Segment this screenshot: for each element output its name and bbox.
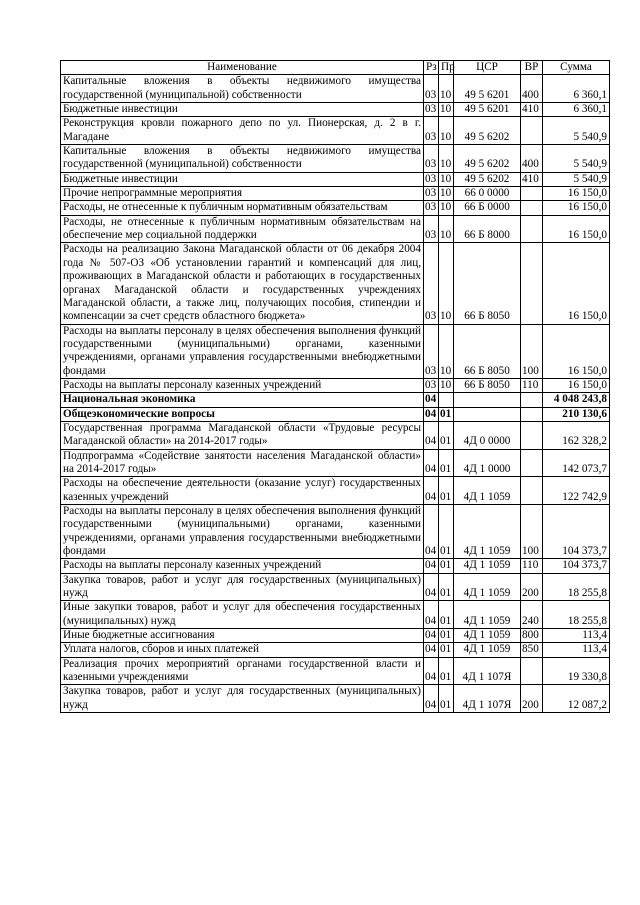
row-name: Иные бюджетные ассигнования [61,629,424,643]
row-rz: 03 [424,243,439,324]
row-name: Расходы на выплаты персоналу в целях обеспечения выполнения функций государственными (муниципальными) органами, казенными учреждениями, органами управления государственными внебюджетными фондами [61,324,424,378]
row-csr: 49 5 6202 [454,145,521,173]
header-pr: Пр [439,61,454,75]
row-rz: 04 [424,685,439,713]
row-vr [521,393,543,407]
row-pr [439,393,454,407]
table-row [61,573,610,601]
row-rz: 03 [424,172,439,186]
row-rz: 04 [424,393,439,407]
table-row [61,117,610,145]
row-pr: 10 [439,243,454,324]
row-rz: 04 [424,407,439,421]
table-row [61,629,610,643]
row-pr: 01 [439,601,454,629]
row-sum: 16 150,0 [543,215,610,243]
row-rz: 04 [424,421,439,449]
row-pr: 10 [439,145,454,173]
row-sum: 5 540,9 [543,145,610,173]
row-name: Расходы на реализацию Закона Магаданской области от 06 декабря 2004 года № 507-ОЗ «Об установлении гарантий и компенсаций для лиц, проживающих в Магаданской области и работающих в государственных органах Магаданской области и государственных учреждениях Магаданской области, а также лиц, получающих пособия, стипендии и компенсации за счет средств областного бюджета» [61,243,424,324]
row-sum: 142 073,7 [543,449,610,477]
table-row [61,378,610,392]
row-name: Иные закупки товаров, работ и услуг для обеспечения государственных (муниципальных) нужд [61,601,424,629]
header-sum: Сумма [543,61,610,75]
row-vr [521,243,543,324]
row-vr [521,477,543,505]
row-csr: 66 0 0000 [454,187,521,201]
row-rz: 04 [424,643,439,657]
table-row [61,601,610,629]
row-csr: 4Д 1 1059 [454,573,521,601]
table-row [61,449,610,477]
row-sum: 4 048 243,8 [543,393,610,407]
table-row [61,477,610,505]
row-name: Бюджетные инвестиции [61,103,424,117]
row-rz: 03 [424,378,439,392]
row-name: Капитальные вложения в объекты недвижимого имущества государственной (муниципальной) собственности [61,75,424,103]
row-name: Бюджетные инвестиции [61,172,424,186]
row-csr: 4Д 1 1059 [454,477,521,505]
row-rz: 04 [424,505,439,559]
row-vr: 110 [521,559,543,573]
row-sum: 19 330,8 [543,657,610,685]
row-name: Национальная экономика [61,393,424,407]
row-vr [521,187,543,201]
table-row [61,172,610,186]
table-row [61,75,610,103]
row-name: Реконструкция кровли пожарного депо по ул. Пионерская, д. 2 в г. Магадане [61,117,424,145]
row-pr: 01 [439,657,454,685]
row-rz: 03 [424,187,439,201]
row-rz: 04 [424,449,439,477]
row-sum: 104 373,7 [543,505,610,559]
row-name: Уплата налогов, сборов и иных платежей [61,643,424,657]
row-csr: 49 5 6201 [454,75,521,103]
row-csr: 4Д 1 1059 [454,559,521,573]
header-vr: ВР [521,61,543,75]
row-name: Расходы на выплаты персоналу в целях обеспечения выполнения функций государственными (муниципальными) органами, казенными учреждениями, органами управления государственными внебюджетными фондами [61,505,424,559]
row-csr: 49 5 6202 [454,117,521,145]
header-rz: Рз [424,61,439,75]
row-pr: 01 [439,505,454,559]
row-sum: 16 150,0 [543,201,610,215]
row-pr: 10 [439,172,454,186]
row-rz: 03 [424,215,439,243]
table-row [61,559,610,573]
table-row [61,243,610,324]
row-vr [521,117,543,145]
row-rz: 03 [424,145,439,173]
header-csr: ЦСР [454,61,521,75]
row-pr: 01 [439,685,454,713]
row-pr: 01 [439,573,454,601]
row-pr: 10 [439,75,454,103]
row-sum: 122 742,9 [543,477,610,505]
table-body [61,75,610,713]
row-csr: 49 5 6201 [454,103,521,117]
row-sum: 12 087,2 [543,685,610,713]
row-vr: 200 [521,685,543,713]
row-csr: 4Д 1 1059 [454,505,521,559]
row-vr: 410 [521,103,543,117]
row-name: Расходы на выплаты персоналу казенных учреждений [61,378,424,392]
row-sum: 6 360,1 [543,75,610,103]
row-vr [521,407,543,421]
row-rz: 04 [424,601,439,629]
row-name: Подпрограмма «Содействие занятости населения Магаданской области» на 2014-2017 годы» [61,449,424,477]
row-vr [521,421,543,449]
row-name: Капитальные вложения в объекты недвижимого имущества государственной (муниципальной) собственности [61,145,424,173]
row-vr: 240 [521,601,543,629]
row-vr [521,657,543,685]
row-pr: 10 [439,378,454,392]
row-rz: 04 [424,573,439,601]
row-csr [454,393,521,407]
row-csr: 4Д 1 1059 [454,629,521,643]
row-csr: 4Д 1 1059 [454,601,521,629]
row-csr: 66 Б 8000 [454,215,521,243]
row-name: Расходы, не отнесенные к публичным нормативным обязательствам [61,201,424,215]
table-row [61,685,610,713]
row-vr: 400 [521,75,543,103]
table-row [61,505,610,559]
row-sum: 18 255,8 [543,601,610,629]
table-row [61,407,610,421]
row-sum: 18 255,8 [543,573,610,601]
header-name: Наименование [61,61,424,75]
budget-table [60,60,610,713]
row-csr: 4Д 1 107Я [454,685,521,713]
table-row [61,421,610,449]
row-vr: 850 [521,643,543,657]
table-row [61,324,610,378]
row-vr: 100 [521,324,543,378]
row-pr: 01 [439,407,454,421]
row-csr: 4Д 1 1059 [454,643,521,657]
row-name: Закупка товаров, работ и услуг для государственных (муниципальных) нужд [61,685,424,713]
row-name: Расходы на обеспечение деятельности (оказание услуг) государственных казенных учреждений [61,477,424,505]
row-name: Общеэкономические вопросы [61,407,424,421]
row-pr: 10 [439,215,454,243]
row-csr [454,407,521,421]
row-csr: 66 Б 0000 [454,201,521,215]
row-rz: 03 [424,201,439,215]
row-sum: 16 150,0 [543,243,610,324]
row-sum: 16 150,0 [543,378,610,392]
row-vr: 800 [521,629,543,643]
table-row [61,393,610,407]
row-sum: 6 360,1 [543,103,610,117]
row-name: Государственная программа Магаданской области «Трудовые ресурсы Магаданской области» на 2014-2017 годы» [61,421,424,449]
row-pr: 10 [439,117,454,145]
row-pr: 10 [439,201,454,215]
row-vr [521,449,543,477]
table-row [61,145,610,173]
row-pr: 01 [439,559,454,573]
row-sum: 5 540,9 [543,117,610,145]
row-csr: 66 Б 8050 [454,243,521,324]
row-sum: 5 540,9 [543,172,610,186]
table-row [61,201,610,215]
row-sum: 104 373,7 [543,559,610,573]
row-sum: 16 150,0 [543,324,610,378]
row-vr [521,201,543,215]
header-row [61,61,610,75]
row-name: Прочие непрограммные мероприятия [61,187,424,201]
table-row [61,643,610,657]
row-csr: 4Д 1 0000 [454,449,521,477]
row-rz: 04 [424,559,439,573]
row-pr: 10 [439,324,454,378]
row-sum: 113,4 [543,629,610,643]
row-pr: 01 [439,449,454,477]
row-csr: 66 Б 8050 [454,378,521,392]
row-vr: 200 [521,573,543,601]
row-pr: 01 [439,421,454,449]
row-rz: 04 [424,629,439,643]
row-rz: 03 [424,117,439,145]
table-row [61,215,610,243]
row-pr: 01 [439,477,454,505]
row-sum: 162 328,2 [543,421,610,449]
row-pr: 10 [439,187,454,201]
row-sum: 16 150,0 [543,187,610,201]
row-csr: 66 Б 8050 [454,324,521,378]
row-sum: 113,4 [543,643,610,657]
row-vr: 100 [521,505,543,559]
row-pr: 01 [439,643,454,657]
row-vr: 110 [521,378,543,392]
row-sum: 210 130,6 [543,407,610,421]
row-name: Закупка товаров, работ и услуг для государственных (муниципальных) нужд [61,573,424,601]
row-name: Реализация прочих мероприятий органами государственной власти и казенными учреждениями [61,657,424,685]
row-pr: 01 [439,629,454,643]
row-rz: 03 [424,103,439,117]
row-rz: 03 [424,324,439,378]
row-csr: 4Д 1 107Я [454,657,521,685]
row-pr: 10 [439,103,454,117]
row-name: Расходы, не отнесенные к публичным нормативным обязательствам на обеспечение мер социальной поддержки [61,215,424,243]
table-row [61,187,610,201]
row-rz: 04 [424,657,439,685]
row-vr: 400 [521,145,543,173]
row-vr: 410 [521,172,543,186]
row-name: Расходы на выплаты персоналу казенных учреждений [61,559,424,573]
row-vr [521,215,543,243]
row-rz: 04 [424,477,439,505]
table-row [61,657,610,685]
row-rz: 03 [424,75,439,103]
row-csr: 49 5 6202 [454,172,521,186]
row-csr: 4Д 0 0000 [454,421,521,449]
table-row [61,103,610,117]
